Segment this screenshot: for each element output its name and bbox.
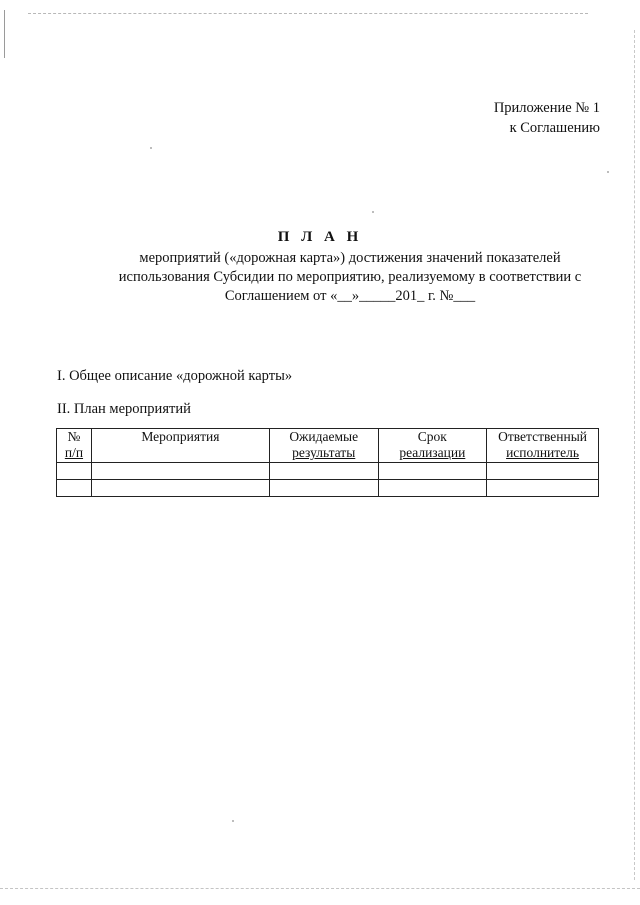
header-number: [57, 429, 92, 463]
table-cell: [91, 480, 269, 497]
scan-edge-bottom: [0, 888, 640, 889]
table-cell: [91, 463, 269, 480]
scan-edge-top: [28, 13, 588, 14]
plan-subtitle-line: Соглашением от «__»_____201_ г. №___: [224, 288, 476, 304]
table-cell: [57, 463, 92, 480]
table-cell: [57, 480, 92, 497]
scan-speck: [607, 171, 609, 173]
header-deadline-line2: реализации: [399, 445, 466, 460]
header-responsible-line1: Ответственный: [498, 429, 588, 444]
scan-edge-left: [4, 10, 5, 58]
table-cell: [487, 480, 599, 497]
plan-subtitle: [60, 249, 640, 306]
header-deadline-line1: Срок: [417, 429, 447, 444]
header-results-line2: результаты: [292, 445, 356, 460]
header-responsible: [487, 429, 599, 463]
header-responsible-line2: исполнитель: [506, 445, 580, 460]
plan-subtitle-line: мероприятий («дорожная карта») достижения значений показателей: [139, 250, 561, 266]
appendix-reference: к Соглашению: [509, 120, 600, 136]
scan-edge-right: [634, 30, 635, 880]
scan-speck: [372, 211, 374, 213]
header-results-line1: Ожидаемые: [289, 429, 359, 444]
section-general-heading: I. Общее описание «дорожной карты»: [57, 368, 293, 384]
table-cell: [378, 463, 487, 480]
appendix-number: Приложение № 1: [493, 100, 600, 116]
table-cell: [269, 463, 378, 480]
header-results: [269, 429, 378, 463]
plan-subtitle-line: использования Субсидии по мероприятию, реализуемому в соответствии с: [118, 269, 582, 285]
header-deadline: [378, 429, 487, 463]
scan-speck: [232, 820, 234, 822]
events-table: [56, 428, 599, 497]
header-number-line2: п/п: [64, 445, 84, 460]
table-cell: [487, 463, 599, 480]
table-header-row: [57, 429, 599, 463]
header-number-line1: №: [67, 429, 81, 444]
table-cell: [378, 480, 487, 497]
table-row: [57, 480, 599, 497]
appendix-note: [494, 98, 600, 138]
table-cell: [269, 480, 378, 497]
header-events-line1: Мероприятия: [141, 429, 220, 444]
header-events: [91, 429, 269, 463]
table-row: [57, 463, 599, 480]
plan-title: П Л А Н: [277, 229, 363, 245]
section-events-heading: II. План мероприятий: [57, 401, 191, 417]
scan-speck: [150, 147, 152, 149]
